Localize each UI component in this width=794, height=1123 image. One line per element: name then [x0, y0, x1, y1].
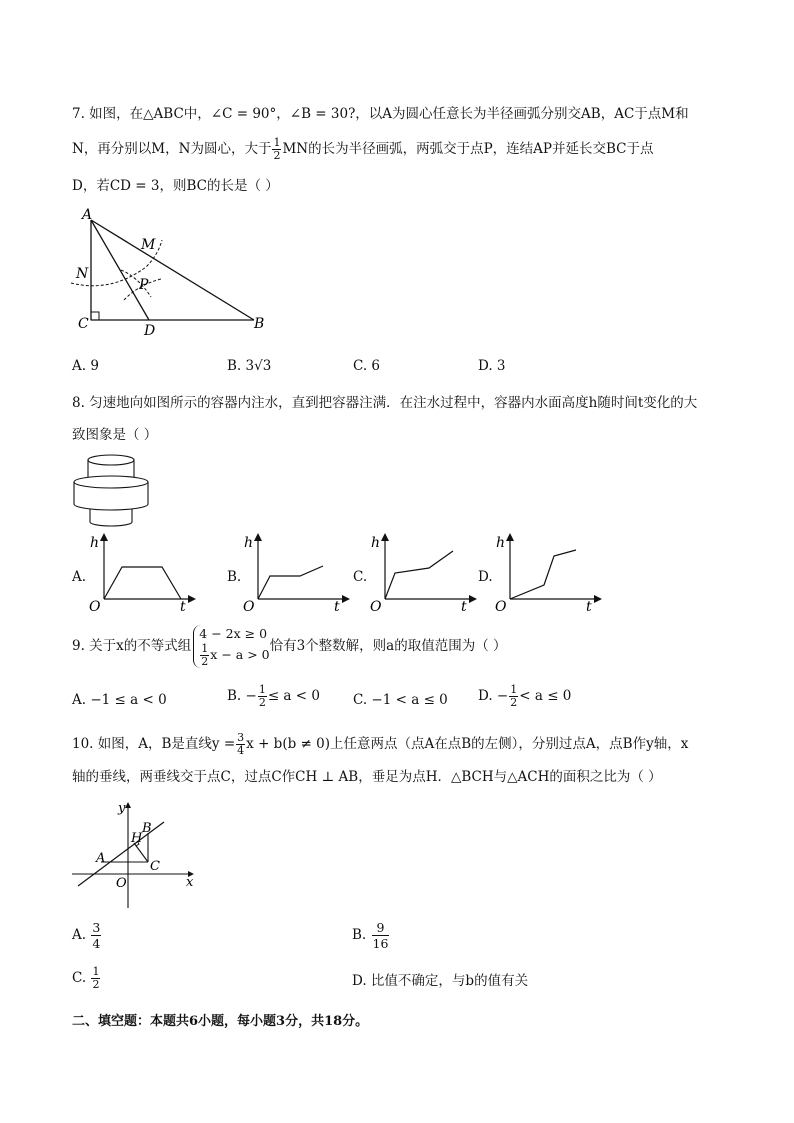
q9-optd-numerator: 1 [510, 683, 518, 696]
q10-label-O: O [116, 876, 127, 891]
q8a-axis-h: h [90, 535, 100, 551]
q10-fraction [236, 732, 245, 757]
q8c-origin: O [370, 599, 382, 613]
q8-option-a[interactable]: A. [72, 569, 87, 585]
q8b-axis-h: h [244, 535, 254, 551]
q10-opta-denominator: 4 [92, 936, 101, 951]
q7-line3: D，若CD = 3，则BC的长是（ ） [72, 178, 279, 194]
q9-ineq1: 4 − 2x ≥ 0 [199, 626, 268, 641]
q9-pre: 9. 关于x的不等式组 [72, 638, 192, 654]
q7-option-b[interactable]: B. 3√3 [227, 358, 272, 374]
q10-line1b: x + b(b ≠ 0)上任意两点（点A在点B的左侧），分别过点A，点B作y轴，x [246, 736, 689, 752]
q7-line2 [72, 137, 654, 162]
q10-frac-denominator: 4 [237, 744, 245, 757]
q10-label-C: C [150, 859, 160, 874]
q10-option-d[interactable]: D. 比值不确定，与b的值有关 [352, 973, 529, 989]
q9-optd-pre: D. − [478, 688, 509, 704]
q9-line [72, 622, 507, 670]
q8-option-c[interactable]: C. [353, 569, 368, 585]
q8a-axis-t: t [180, 599, 186, 613]
q9-optb-denominator: 2 [258, 696, 266, 709]
q10-label-B: B [142, 821, 152, 836]
q8d-origin: O [495, 599, 507, 613]
q8d-axis-h: h [496, 535, 506, 551]
q10-opta-numerator: 3 [92, 920, 101, 935]
q10-optb-denominator: 16 [372, 936, 389, 951]
q8c-axis-h: h [371, 535, 381, 551]
q7-frac-denominator: 2 [273, 149, 281, 162]
q9-ineq2-denominator: 2 [201, 655, 209, 668]
q7-label-B: B [254, 316, 265, 332]
q7-label-N: N [76, 266, 89, 282]
q7-fraction [272, 137, 281, 162]
q8-graph-d[interactable] [492, 533, 602, 613]
q9-optb-numerator: 1 [258, 683, 266, 696]
q7-label-D: D [144, 323, 156, 335]
q10-optb-numerator: 9 [372, 920, 390, 936]
q8-option-b[interactable]: B. [227, 569, 242, 585]
q7-label-C: C [78, 316, 89, 332]
q8-option-d[interactable]: D. [478, 569, 493, 585]
q10-opta-label: A. [72, 927, 87, 943]
q8-graph-b[interactable] [240, 533, 350, 613]
q9-ineq2-numerator: 1 [201, 642, 209, 655]
q9-optd-denominator: 2 [510, 696, 518, 709]
q10-label-H: H [131, 831, 143, 846]
q10-option-b[interactable] [352, 920, 390, 951]
section-2-heading: 二、填空题：本题共6小题，每小题3分，共18分。 [72, 1014, 369, 1029]
q10-opta-fraction [91, 920, 101, 951]
q8-line1: 8. 匀速地向如图所示的容器内注水，直到把容器注满．在注水过程中，容器内水面高度h随时间t变化的大 [72, 395, 698, 411]
q8d-axis-t: t [586, 599, 592, 613]
q9-option-c[interactable]: C. −1 < a ≤ 0 [353, 692, 448, 708]
q9-ineq2-rest: x − a > 0 [210, 647, 270, 662]
q10-optc-label: C. [72, 970, 87, 986]
q8-line2: 致图象是（ ） [72, 427, 158, 443]
q10-line2: 轴的垂线，两垂线交于点C，过点C作CH ⊥ AB，垂足为点H．△BCH与△ACH的面积之比为（ ） [72, 769, 662, 785]
q10-frac-numerator: 3 [237, 731, 245, 744]
q10-optc-denominator: 2 [92, 978, 100, 991]
q8b-origin: O [243, 599, 255, 613]
q8-graph-c[interactable] [367, 533, 477, 613]
q9-optb-pre: B. − [227, 688, 257, 704]
q7-label-A: A [82, 207, 93, 223]
q10-label-A: A [96, 851, 106, 866]
q8c-axis-t: t [461, 599, 467, 613]
q10-line1a: 10. 如图，A，B是直线y = [72, 736, 236, 752]
q10-optc-fraction [91, 966, 100, 991]
q9-optb-post: ≤ a < 0 [267, 688, 320, 704]
q10-option-a[interactable] [72, 920, 102, 951]
q10-optc-numerator: 1 [92, 965, 100, 978]
q7-label-M: M [141, 237, 156, 253]
q9-ineq2-fraction [200, 643, 209, 668]
q8-container-figure [70, 452, 152, 530]
q10-option-c[interactable] [72, 966, 101, 991]
q7-option-d[interactable]: D. 3 [478, 358, 506, 374]
q8b-axis-t: t [334, 599, 340, 613]
q10-optb-fraction [372, 920, 390, 951]
q10-label-x: x [186, 875, 194, 890]
q9-option-d[interactable] [478, 684, 571, 709]
q7-option-c[interactable]: C. 6 [353, 358, 381, 374]
q10-label-y: y [118, 801, 126, 816]
q8a-origin: O [89, 599, 101, 613]
q9-option-a[interactable]: A. −1 ≤ a < 0 [72, 692, 167, 708]
q7-triangle-figure [66, 205, 276, 335]
q7-option-a[interactable]: A. 9 [72, 358, 99, 374]
q10-line1 [72, 732, 688, 757]
q9-optd-fraction [509, 684, 518, 709]
q7-label-P: P [139, 277, 149, 293]
q7-line1: 7. 如图，在△ABC中，∠C = 90°，∠B = 30?，以A为圆心任意长为半径画弧分别交AB，AC于点M和 [72, 106, 689, 122]
q8-graph-a[interactable] [86, 533, 196, 613]
q9-post: 恰有3个整数解，则a的取值范围为（ ） [269, 638, 507, 654]
q9-inequality-system [193, 625, 269, 668]
q10-optb-label: B. [352, 927, 367, 943]
q10-coordinate-figure [68, 800, 198, 912]
q9-option-b[interactable] [227, 684, 320, 709]
q9-optd-post: < a ≤ 0 [519, 688, 572, 704]
q9-optb-fraction [258, 684, 267, 709]
q7-line2a: N，再分别以M，N为圆心，大于 [72, 141, 272, 157]
q7-frac-numerator: 1 [273, 136, 281, 149]
q7-line2b: MN的长为半径画弧，两弧交于点P，连结AP并延长交BC于点 [282, 141, 654, 157]
q9-ineq2 [199, 643, 269, 668]
